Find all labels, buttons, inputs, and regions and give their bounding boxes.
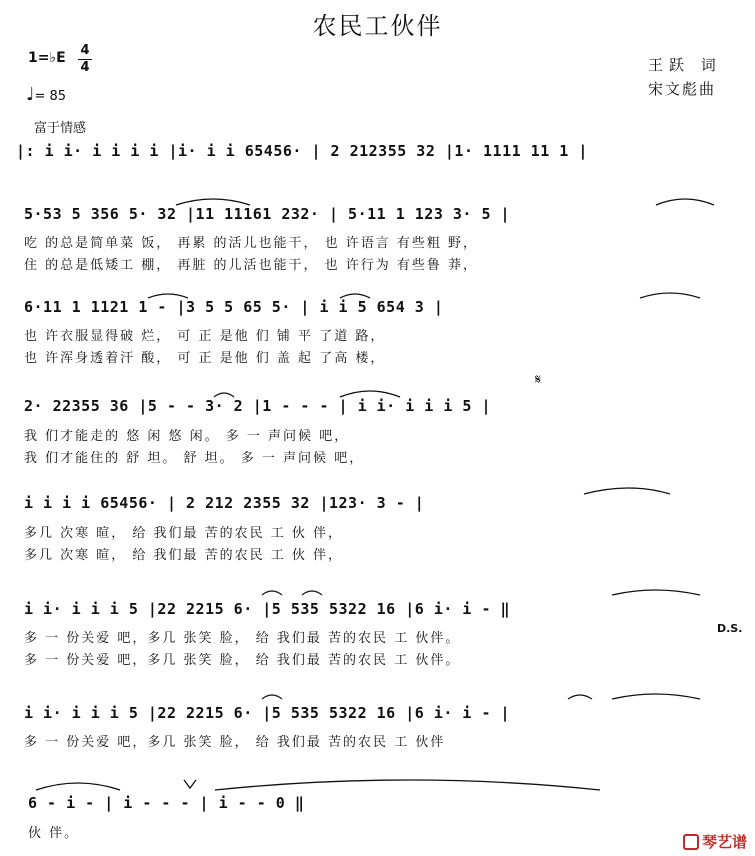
segno-icon: 𝄋	[535, 372, 542, 388]
slur-mark	[340, 391, 400, 397]
slur-mark	[340, 294, 370, 298]
lyric-line-7a: 多 一 份关爱 吧，多几 张笑 脸， 给 我们最 苦的农民 工 伙伴	[24, 735, 446, 750]
quarter-note-icon: ♩	[26, 84, 35, 105]
slur-mark	[215, 780, 600, 790]
slur-mark	[176, 199, 250, 205]
score-line-7: i i· i i i 5 |22 2215 6· |5 535 5322 16 |6 i· i - |	[24, 704, 511, 722]
slur-mark	[262, 695, 282, 699]
score-line-2: 5·53 5 356 5· 32 |11 11161 232· | 5·11 1 123 3· 5 |	[24, 205, 511, 223]
lyric-line-4a: 我 们才能走的 悠 闲 悠 闲。 多 一 声问候 吧，	[24, 429, 350, 444]
lyricist-credit: 王跃 词	[648, 56, 722, 74]
song-title: 农民工伙伴	[312, 12, 443, 40]
lyric-line-2b: 住 的总是低矮工 棚， 再脏 的儿活也能干， 也 许行为 有些鲁 莽，	[24, 258, 479, 273]
lyric-line-3a: 也 许衣服显得破 烂， 可 正 是他 们 铺 平 了道 路，	[24, 329, 386, 344]
logo-icon	[683, 834, 699, 850]
lyric-line-5b: 多几 次寒 暄， 给 我们最 苦的农民 工 伙 伴，	[24, 548, 344, 563]
slur-mark	[612, 694, 700, 699]
lyric-line-6b: 多 一 份关爱 吧，多几 张笑 脸， 给 我们最 苦的农民 工 伙伴。	[24, 653, 461, 668]
key-signature: 1=♭E	[28, 50, 66, 66]
watermark-logo	[683, 831, 747, 852]
time-signature-numerator: 4	[80, 43, 90, 58]
lyric-line-4b: 我 们才能住的 舒 坦。 舒 坦。 多 一 声问候 吧，	[24, 451, 365, 466]
score-line-6: i i· i i i 5 |22 2215 6· |5 535 5322 16 |6 i· i - ‖	[24, 600, 511, 618]
slur-mark	[656, 199, 714, 205]
score-line-5: i i i i 65456· | 2 212 2355 32 |123· 3 - |	[24, 494, 425, 512]
lyric-line-2a: 吃 的总是简单菜 饭， 再累 的活儿也能干， 也 许语言 有些粗 野，	[24, 236, 479, 251]
expression-marking: 富于情感	[34, 121, 87, 136]
slur-mark	[584, 488, 670, 494]
slur-mark	[214, 393, 234, 397]
score-line-8: 6 - i - | i - - - | i - - 0 ‖	[28, 794, 305, 812]
composer-credit: 宋文彪曲	[648, 80, 717, 98]
lyric-line-3b: 也 许浑身透着汗 酸， 可 正 是他 们 盖 起 了高 楼，	[24, 351, 386, 366]
score-line-3: 6·11 1 1121 1 - |3 5 5 65 5· | i i 5 654 3 |	[24, 298, 444, 316]
ds-marking: D.S.	[717, 622, 743, 635]
slur-mark	[302, 591, 322, 595]
score-line-1: |: i i· i i i i |i· i i 65456· | 2 212355 32 |1· 1111 11 1 |	[16, 142, 588, 160]
slur-mark	[612, 590, 700, 595]
slur-mark	[640, 293, 700, 298]
slur-mark	[36, 783, 120, 790]
slur-mark	[568, 695, 592, 699]
slur-mark	[148, 294, 188, 298]
lyric-line-8a: 伙 伴。	[28, 826, 80, 841]
tempo-value: = 85	[34, 89, 67, 104]
time-signature-denominator: 4	[80, 60, 90, 75]
accent-mark	[184, 780, 196, 788]
watermark-text: 琴艺谱	[701, 833, 747, 851]
lyric-line-6a: 多 一 份关爱 吧，多几 张笑 脸， 给 我们最 苦的农民 工 伙伴。	[24, 631, 461, 646]
lyric-line-5a: 多几 次寒 暄， 给 我们最 苦的农民 工 伙 伴，	[24, 526, 344, 541]
score-line-4: 2· 22355 36 |5 - - 3· 2 |1 - - - | i i· i i i 5 |	[24, 397, 492, 415]
slur-mark	[262, 591, 282, 595]
